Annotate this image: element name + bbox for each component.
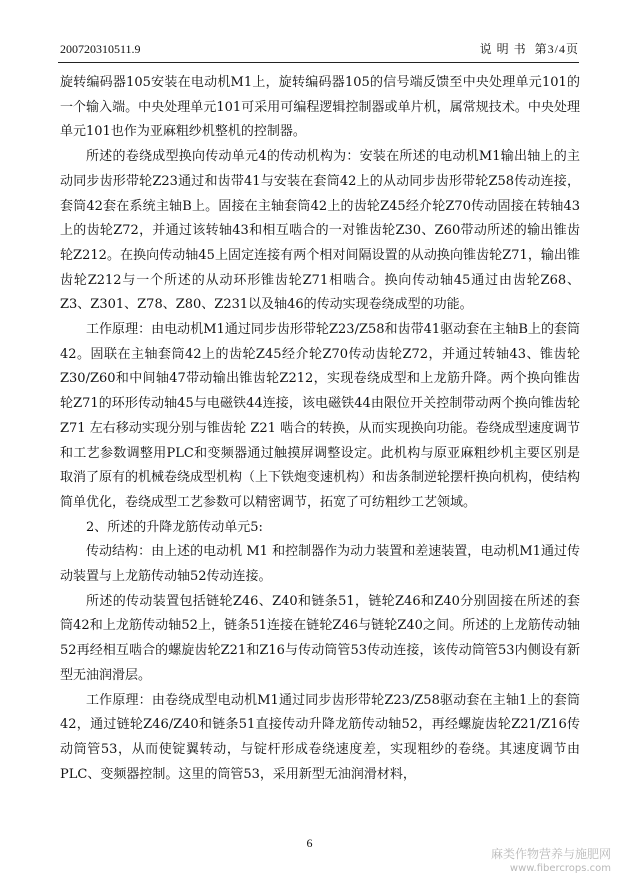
page-number: 6 <box>306 836 313 850</box>
header-divider <box>58 62 579 63</box>
watermark-url: www.fibercrops.com <box>509 863 611 874</box>
section-heading: 2、所述的升降龙筋传动单元5: <box>86 519 263 535</box>
paragraph: 工作原理：由电动机M1通过同步齿形带轮Z23/Z58和齿带41驱动套在主轴B上的套筒42。固联在主轴套筒42上的齿轮Z45经介轮Z70传动齿轮Z72，并通过转轴43、锥齿轮Z30/Z60和中间轴47带动输出锥齿轮Z212，实现卷绕成型和上龙筋升降。两个换向锥齿轮Z71的环形传动轴45与电磁铁44连接，该电磁铁44由限位开关控制带动两个换向锥齿轮 Z71 左右移动实现分别与锥齿轮 Z21 啮合的转换，从而实现换向功能。卷绕成型速度调节和工艺参数调整用PLC和变频器通过触摸屏调整设定。此机构与原亚麻粗纱机主要区别是取消了原有的机械卷绕成型机构（上下铁炮变速机构）和齿条制逆轮摆杆换向机构，使结构简单优化，卷绕成型工艺参数可以精密调节，拓宽了可纺粗纱工艺领域。 <box>60 322 581 510</box>
paragraph: 所述的卷绕成型换向传动单元4的传动机构为：安装在所述的电动机M1输出轴上的主动同步齿形带轮Z23通过和齿带41与安装在套筒42上的从动同步齿形带轮Z58传动连接，套筒42套在系统主轴B上。固接在主轴套筒42上的齿轮Z45经介轮Z70传动固接在转轴43上的齿轮Z72，并通过该转轴43和相互啮合的一对锥齿轮Z30、Z60带动所述的输出锥齿轮Z212。在换向传动轴45上固定连接有两个相对间隔设置的从动换向锥齿轮Z71，输出锥齿轮Z212与一个所述的从动环形锥齿轮Z71相啮合。换向传动轴45通过由齿轮Z68、Z3、Z301、Z78、Z80、Z231以及轴46的传动实现卷绕成型的功能。 <box>60 149 580 313</box>
watermark-title: 麻类作物营养与施肥网 <box>490 847 611 861</box>
header-right <box>480 40 579 58</box>
paragraph: 所述的传动装置包括链轮Z46、Z40和链条51，链轮Z46和Z40分别固接在所述的套筒42和上龙筋传动轴52上，链条51连接在链轮Z46与链轮Z40之间。所述的上龙筋传动轴52再经相互啮合的螺旋齿轮Z21和Z16与传动筒管53传动连接，该传动筒管53内侧设有新型无油润滑层。 <box>60 593 580 683</box>
paragraph: 工作原理：由卷绕成型电动机M1通过同步齿形带轮Z23/Z58驱动套在主轴1上的套筒42，通过链轮Z46/Z40和链条51直接传动升降龙筋传动轴52，再经螺旋齿轮Z21/Z16传动筒管53，从而使锭翼转动，与锭杆形成卷绕速度差，实现粗纱的卷绕。其速度调节由PLC、变频器控制。这里的筒管53，采用新型无油润滑材料， <box>60 692 580 782</box>
paragraph: 传动结构：由上述的电动机 M1 和控制器作为动力装置和差速装置，电动机M1通过传动装置与上龙筋传动轴52传动连接。 <box>60 544 580 585</box>
page-label: 第3/4页 <box>534 42 579 56</box>
body-text <box>60 71 580 787</box>
watermark <box>491 847 611 875</box>
page-header <box>60 40 579 58</box>
section-title: 说 明 书 <box>479 42 527 56</box>
paragraph: 旋转编码器105安装在电动机M1上，旋转编码器105的信号端反馈至中央处理单元101的一个输入端。中央处理单元101可采用可编程逻辑控制器或单片机，属常规技术。中央处理单元101也作为亚麻粗纱机整机的控制器。 <box>60 75 580 140</box>
document-number: 200720310511.9 <box>60 42 141 56</box>
